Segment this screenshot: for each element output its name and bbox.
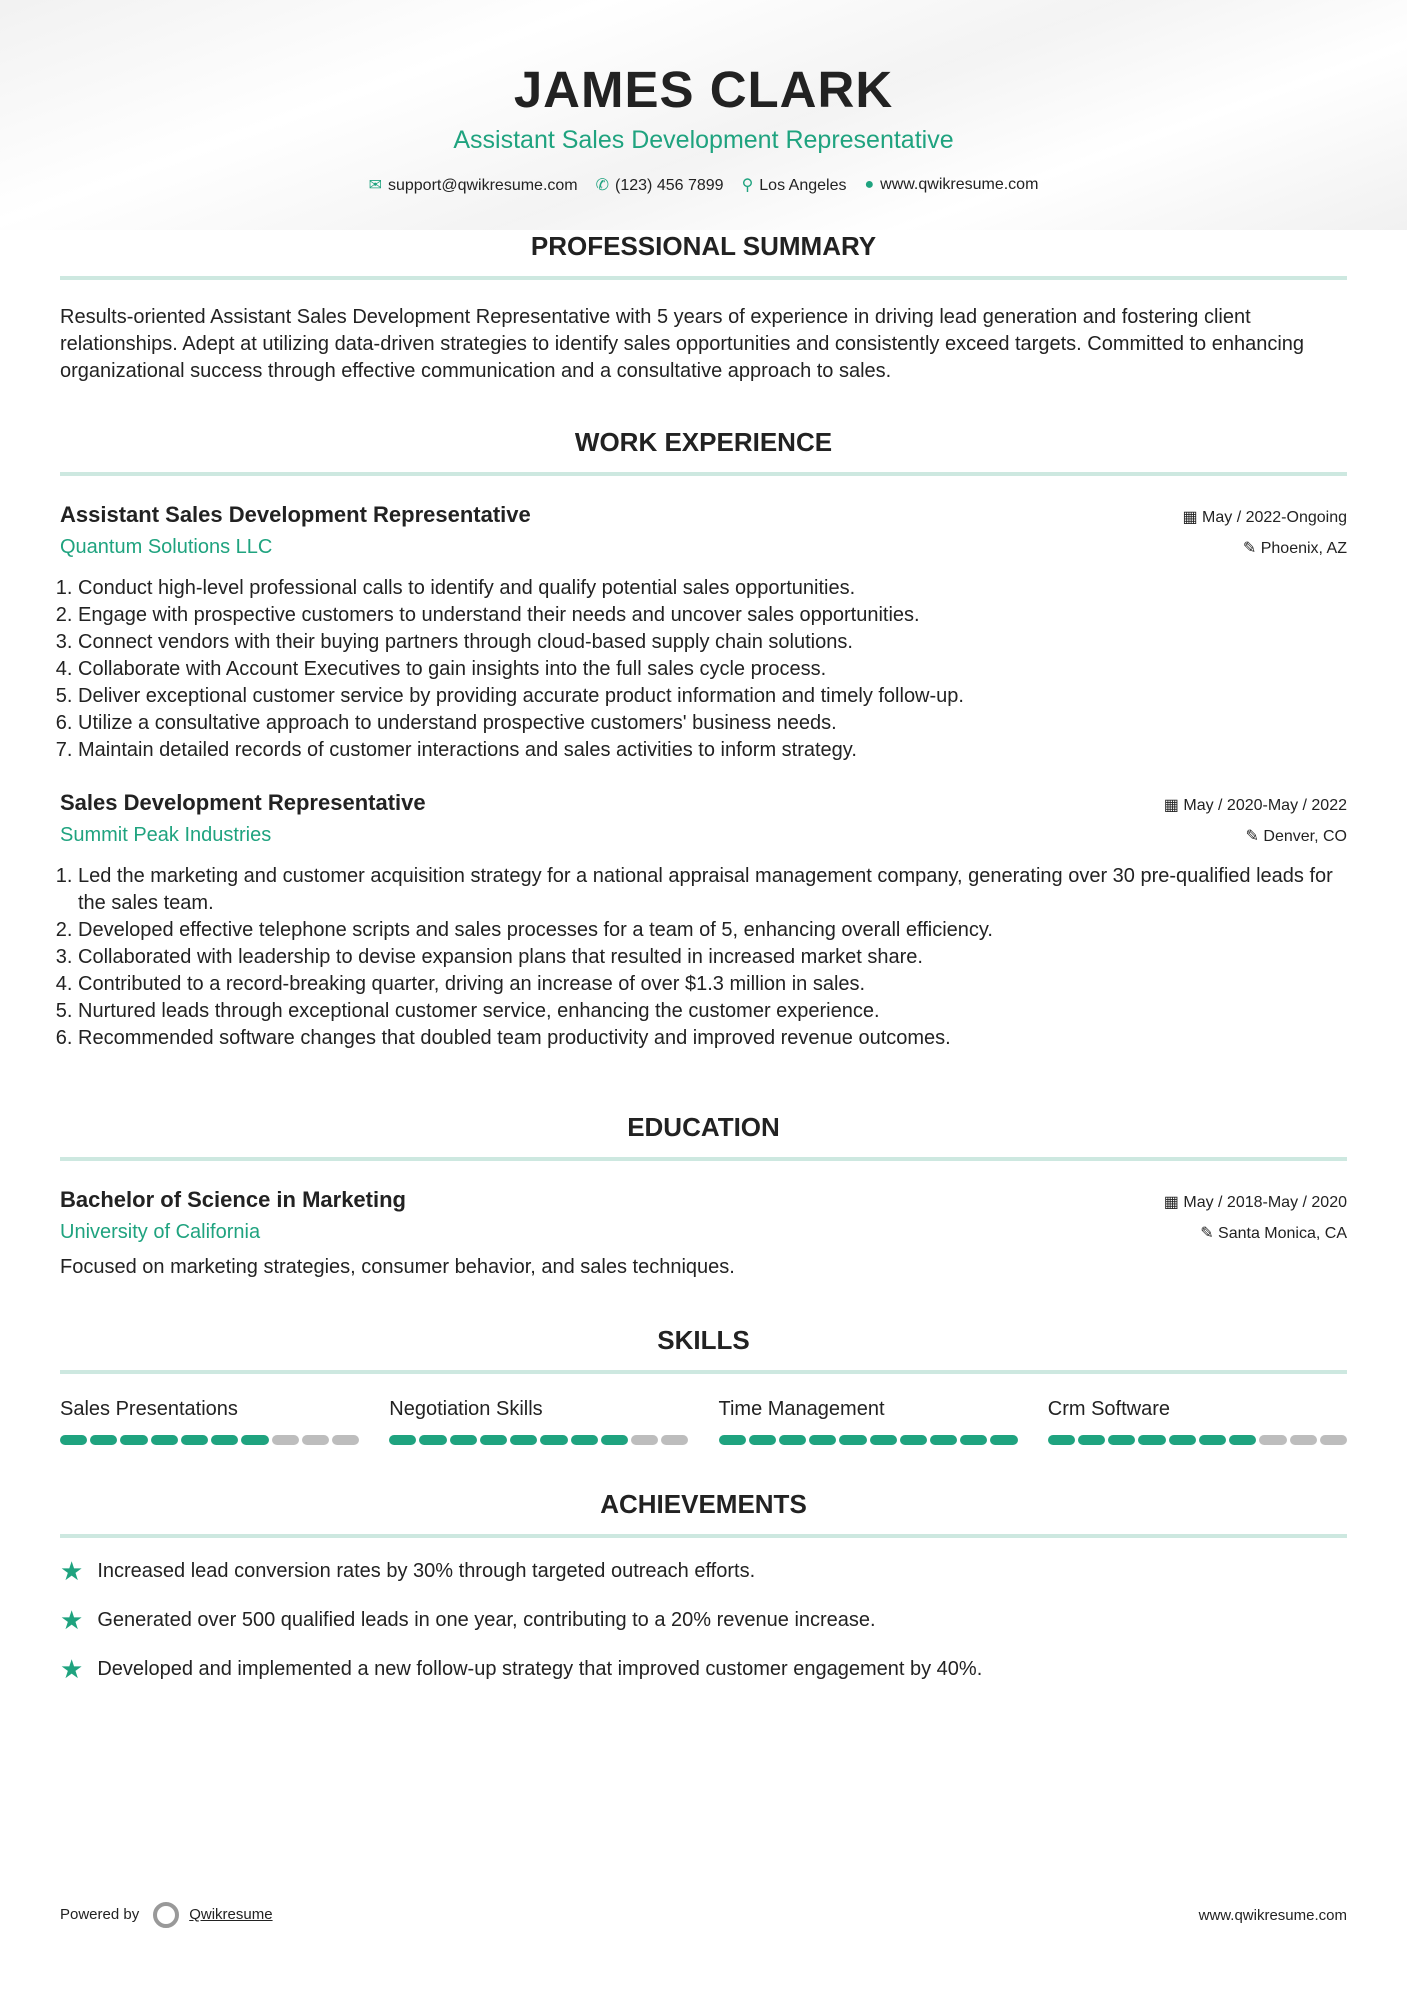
email-text: support@qwikresume.com bbox=[387, 177, 578, 194]
star-icon: ★ bbox=[60, 1654, 84, 1684]
skill-level-bar bbox=[389, 1435, 688, 1445]
summary-text: Results-oriented Assistant Sales Development Representative with 5 years of experience in driving lead generation and fostering client relationships. Adept at utilizing data-driven strategies to identify sales opportunities and consistently exceed targets. Committed to enhancing organizational success through effective communication and a consultative approach to sales. bbox=[60, 306, 1305, 382]
powered-by-label: Powered by bbox=[60, 1905, 140, 1923]
candidate-name: JAMES CLARK bbox=[513, 61, 894, 118]
phone-text: (123) 456 7899 bbox=[615, 177, 724, 194]
star-icon: ★ bbox=[60, 1556, 84, 1586]
skill-level-segment bbox=[1320, 1435, 1347, 1445]
calendar-icon: ▦ bbox=[1163, 797, 1184, 814]
job-bullet: 2. Developed effective telephone scripts and sales processes for a team of 5, enhancing overall efficiency. bbox=[78, 917, 1347, 944]
skill-level-segment bbox=[450, 1435, 477, 1445]
job-bullet: 3. Collaborated with leadership to devise expansion plans that resulted in increased market share. bbox=[78, 944, 1347, 971]
skill-level-segment bbox=[870, 1435, 897, 1445]
pin-icon: ✎ bbox=[1242, 540, 1261, 557]
education-location: Santa Monica, CA bbox=[1218, 1225, 1347, 1242]
job-bullet: 5. Nurtured leads through exceptional customer service, enhancing the customer experience. bbox=[78, 998, 1347, 1025]
skill-level-segment bbox=[1259, 1435, 1286, 1445]
contact-email[interactable] bbox=[369, 175, 578, 195]
job-bullet: 2. Engage with prospective customers to understand their needs and uncover sales opportunities. bbox=[78, 602, 1347, 629]
skill-item bbox=[719, 1398, 1018, 1445]
skill-level-bar bbox=[719, 1435, 1018, 1445]
star-icon: ★ bbox=[60, 1605, 84, 1635]
skill-name: Sales Presentations bbox=[60, 1398, 238, 1420]
skill-level-segment bbox=[839, 1435, 866, 1445]
job-bullet: 6. Utilize a consultative approach to understand prospective customers' business needs. bbox=[78, 710, 1347, 737]
education-entry bbox=[60, 1187, 1347, 1281]
location-text: Los Angeles bbox=[759, 177, 847, 194]
job-bullet: 6. Recommended software changes that doubled team productivity and improved revenue outcomes. bbox=[78, 1025, 1347, 1052]
skill-level-segment bbox=[779, 1435, 806, 1445]
school: University of California bbox=[60, 1221, 261, 1243]
skill-level-segment bbox=[960, 1435, 987, 1445]
section-heading-experience: WORK EXPERIENCE bbox=[60, 427, 1347, 476]
skill-level-segment bbox=[480, 1435, 507, 1445]
skill-level-segment bbox=[419, 1435, 446, 1445]
skill-level-segment bbox=[272, 1435, 299, 1445]
job-entry bbox=[60, 502, 1347, 764]
skill-level-segment bbox=[601, 1435, 628, 1445]
skill-level-segment bbox=[1229, 1435, 1256, 1445]
candidate-title: Assistant Sales Development Representative bbox=[453, 126, 954, 154]
achievement-item bbox=[60, 1605, 1347, 1636]
skill-level-segment bbox=[60, 1435, 87, 1445]
skill-level-segment bbox=[181, 1435, 208, 1445]
map-pin-icon: ⚲ bbox=[741, 177, 754, 194]
skill-level-segment bbox=[1048, 1435, 1075, 1445]
skill-name: Negotiation Skills bbox=[389, 1398, 543, 1420]
skill-level-segment bbox=[1078, 1435, 1105, 1445]
job-title: Assistant Sales Development Representative bbox=[60, 502, 531, 527]
job-bullet: 5. Deliver exceptional customer service by providing accurate product information and timely follow-up. bbox=[78, 683, 1347, 710]
skill-level-segment bbox=[90, 1435, 117, 1445]
skill-level-segment bbox=[241, 1435, 268, 1445]
calendar-icon: ▦ bbox=[1182, 509, 1203, 526]
section-heading-skills: SKILLS bbox=[60, 1325, 1347, 1374]
skill-level-segment bbox=[631, 1435, 658, 1445]
job-bullet: 1. Conduct high-level professional calls to identify and qualify potential sales opportunities. bbox=[78, 575, 1347, 602]
job-bullets bbox=[60, 575, 1347, 764]
skill-level-bar bbox=[60, 1435, 359, 1445]
envelope-icon: ✉ bbox=[368, 177, 382, 194]
skill-name: Crm Software bbox=[1047, 1398, 1170, 1420]
skill-level-segment bbox=[571, 1435, 598, 1445]
achievement-text: Increased lead conversion rates by 30% through targeted outreach efforts. bbox=[97, 1560, 756, 1582]
contact-location bbox=[742, 175, 847, 195]
job-bullet: 3. Connect vendors with their buying partners through cloud-based supply chain solutions. bbox=[78, 629, 1347, 656]
skill-level-segment bbox=[809, 1435, 836, 1445]
company-name: Quantum Solutions LLC bbox=[60, 536, 273, 558]
achievement-text: Developed and implemented a new follow-up strategy that improved customer engagement by 40%. bbox=[97, 1658, 983, 1680]
website-text: www.qwikresume.com bbox=[880, 176, 1039, 193]
achievement-item bbox=[60, 1556, 1347, 1587]
qwikresume-logo-icon bbox=[153, 1902, 179, 1928]
pin-icon: ✎ bbox=[1200, 1225, 1219, 1242]
job-bullet: 1. Led the marketing and customer acquisition strategy for a national appraisal management company, generating over 30 pre-qualified leads for the sales team. bbox=[78, 863, 1347, 917]
skill-level-segment bbox=[332, 1435, 359, 1445]
education-text: Focused on marketing strategies, consumer behavior, and sales techniques. bbox=[60, 1256, 735, 1278]
skill-item bbox=[389, 1398, 688, 1445]
job-bullet: 4. Contributed to a record-breaking quarter, driving an increase of over $1.3 million in sales. bbox=[78, 971, 1347, 998]
skill-level-segment bbox=[900, 1435, 927, 1445]
skill-level-segment bbox=[1290, 1435, 1317, 1445]
skill-level-bar bbox=[1048, 1435, 1347, 1445]
degree: Bachelor of Science in Marketing bbox=[60, 1187, 406, 1212]
skill-level-segment bbox=[990, 1435, 1017, 1445]
company-name: Summit Peak Industries bbox=[60, 824, 272, 846]
footer-url[interactable]: www.qwikresume.com bbox=[1198, 1906, 1347, 1924]
job-dates: May / 2022-Ongoing bbox=[1202, 509, 1347, 526]
job-bullet: 7. Maintain detailed records of customer interactions and sales activities to inform strategy. bbox=[78, 737, 1347, 764]
skill-level-segment bbox=[1138, 1435, 1165, 1445]
skill-level-segment bbox=[302, 1435, 329, 1445]
section-heading-summary: PROFESSIONAL SUMMARY bbox=[60, 231, 1347, 280]
skill-level-segment bbox=[389, 1435, 416, 1445]
skill-name: Time Management bbox=[718, 1398, 885, 1420]
contact-bar bbox=[60, 175, 1347, 195]
achievement-text: Generated over 500 qualified leads in one year, contributing to a 20% revenue increase. bbox=[97, 1609, 876, 1631]
contact-website[interactable] bbox=[864, 176, 1038, 194]
skill-level-segment bbox=[1169, 1435, 1196, 1445]
achievement-item bbox=[60, 1654, 1347, 1685]
section-heading-education: EDUCATION bbox=[60, 1112, 1347, 1161]
contact-phone bbox=[596, 175, 724, 195]
globe-icon: ● bbox=[864, 176, 875, 193]
skill-level-segment bbox=[151, 1435, 178, 1445]
phone-icon: ✆ bbox=[595, 177, 610, 194]
footer bbox=[60, 1902, 1347, 1928]
job-location: Phoenix, AZ bbox=[1260, 540, 1347, 557]
pin-icon: ✎ bbox=[1245, 828, 1264, 845]
job-bullet: 4. Collaborate with Account Executives to gain insights into the full sales cycle process. bbox=[78, 656, 1347, 683]
qwikresume-link[interactable]: Qwikresume bbox=[189, 1905, 273, 1923]
job-location: Denver, CO bbox=[1263, 828, 1347, 845]
skill-level-segment bbox=[719, 1435, 746, 1445]
skill-item bbox=[1048, 1398, 1347, 1445]
skill-level-segment bbox=[540, 1435, 567, 1445]
calendar-icon: ▦ bbox=[1163, 1194, 1184, 1211]
skill-item bbox=[60, 1398, 359, 1445]
job-dates: May / 2020-May / 2022 bbox=[1183, 797, 1347, 814]
skill-level-segment bbox=[1108, 1435, 1135, 1445]
skill-level-segment bbox=[211, 1435, 238, 1445]
section-heading-achievements: ACHIEVEMENTS bbox=[60, 1489, 1347, 1538]
job-bullets bbox=[60, 863, 1347, 1052]
job-title: Sales Development Representative bbox=[60, 790, 426, 815]
skill-level-segment bbox=[120, 1435, 147, 1445]
skill-level-segment bbox=[510, 1435, 537, 1445]
skill-level-segment bbox=[1199, 1435, 1226, 1445]
skill-level-segment bbox=[661, 1435, 688, 1445]
skill-level-segment bbox=[749, 1435, 776, 1445]
education-dates: May / 2018-May / 2020 bbox=[1183, 1194, 1347, 1211]
job-entry bbox=[60, 790, 1347, 1052]
skill-level-segment bbox=[930, 1435, 957, 1445]
